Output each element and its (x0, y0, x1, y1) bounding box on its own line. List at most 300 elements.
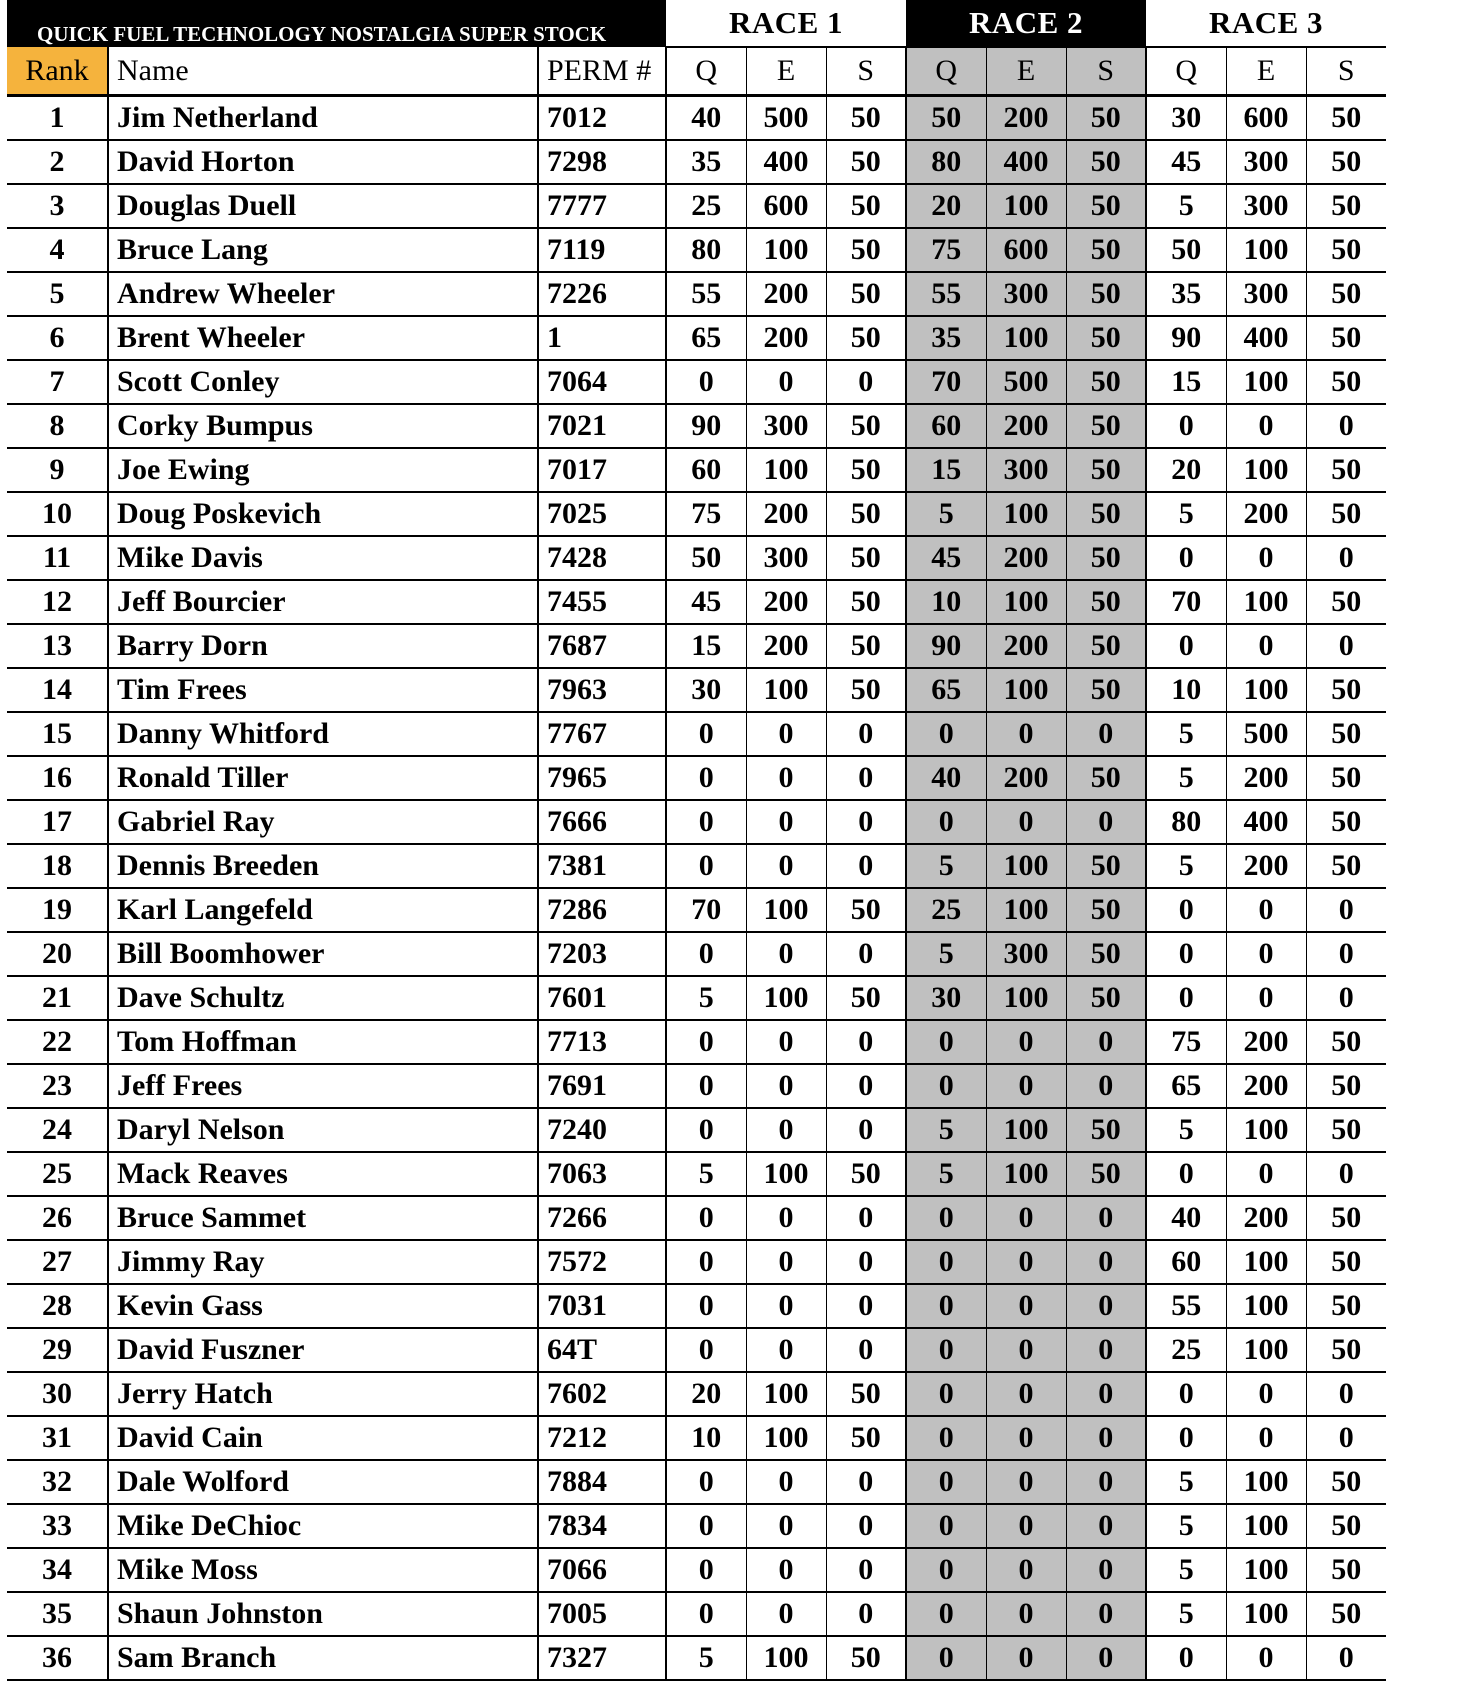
race-2-q-cell[interactable]: 75 (906, 228, 986, 272)
race-2-e-cell[interactable]: 200 (986, 536, 1066, 580)
race-3-e-cell[interactable]: 100 (1226, 1548, 1306, 1592)
rank-cell[interactable]: 24 (7, 1108, 108, 1152)
race-3-s-cell[interactable]: 50 (1306, 228, 1386, 272)
race-1-q-cell[interactable]: 80 (666, 228, 746, 272)
race-2-s-cell[interactable]: 50 (1066, 316, 1146, 360)
race-1-s-cell[interactable]: 50 (826, 580, 906, 624)
rank-cell[interactable]: 9 (7, 448, 108, 492)
race-3-s-cell[interactable]: 50 (1306, 756, 1386, 800)
perm-cell[interactable]: 7066 (538, 1548, 666, 1592)
race-2-q-cell[interactable]: 0 (906, 1548, 986, 1592)
race-3-s-cell[interactable]: 0 (1306, 1152, 1386, 1196)
race-1-e-cell[interactable]: 200 (746, 316, 826, 360)
race-1-s-cell[interactable]: 50 (826, 888, 906, 932)
race-2-s-cell[interactable]: 0 (1066, 1328, 1146, 1372)
perm-cell[interactable]: 1 (538, 316, 666, 360)
perm-cell[interactable]: 7119 (538, 228, 666, 272)
race-1-s-cell[interactable]: 0 (826, 1064, 906, 1108)
name-cell[interactable]: Bill Boomhower (108, 932, 538, 976)
race-3-e-cell[interactable]: 100 (1226, 1504, 1306, 1548)
name-cell[interactable]: Joe Ewing (108, 448, 538, 492)
race-3-s-cell[interactable]: 50 (1306, 1592, 1386, 1636)
race-2-e-cell[interactable]: 0 (986, 1504, 1066, 1548)
perm-cell[interactable]: 7017 (538, 448, 666, 492)
race-2-s-cell[interactable]: 0 (1066, 1460, 1146, 1504)
race-2-q-header[interactable]: Q (906, 47, 986, 96)
race-1-e-cell[interactable]: 500 (746, 96, 826, 141)
name-cell[interactable]: Ronald Tiller (108, 756, 538, 800)
race-1-q-cell[interactable]: 75 (666, 492, 746, 536)
race-2-s-cell[interactable]: 50 (1066, 1152, 1146, 1196)
race-2-q-cell[interactable]: 0 (906, 1372, 986, 1416)
name-cell[interactable]: Bruce Lang (108, 228, 538, 272)
race-3-s-cell[interactable]: 50 (1306, 800, 1386, 844)
race-3-e-cell[interactable]: 200 (1226, 1064, 1306, 1108)
race-1-q-cell[interactable]: 0 (666, 1064, 746, 1108)
race-2-e-cell[interactable]: 0 (986, 1460, 1066, 1504)
race-3-q-cell[interactable]: 65 (1146, 1064, 1226, 1108)
race-1-s-cell[interactable]: 50 (826, 272, 906, 316)
race-1-header[interactable]: RACE 1 (666, 0, 906, 47)
race-3-s-cell[interactable]: 50 (1306, 360, 1386, 404)
race-2-s-cell[interactable]: 0 (1066, 1416, 1146, 1460)
race-2-e-cell[interactable]: 200 (986, 404, 1066, 448)
race-3-s-cell[interactable]: 50 (1306, 1108, 1386, 1152)
race-2-q-cell[interactable]: 0 (906, 1636, 986, 1680)
race-2-q-cell[interactable]: 5 (906, 1152, 986, 1196)
race-3-s-cell[interactable]: 50 (1306, 1240, 1386, 1284)
rank-cell[interactable]: 30 (7, 1372, 108, 1416)
race-1-s-cell[interactable]: 0 (826, 1328, 906, 1372)
name-cell[interactable]: Mike DeChioc (108, 1504, 538, 1548)
race-2-e-cell[interactable]: 600 (986, 228, 1066, 272)
race-1-s-cell[interactable]: 0 (826, 1284, 906, 1328)
rank-cell[interactable]: 5 (7, 272, 108, 316)
race-1-q-cell[interactable]: 55 (666, 272, 746, 316)
perm-cell[interactable]: 7884 (538, 1460, 666, 1504)
race-1-q-cell[interactable]: 5 (666, 976, 746, 1020)
rank-cell[interactable]: 21 (7, 976, 108, 1020)
race-3-q-cell[interactable]: 0 (1146, 932, 1226, 976)
sheet-title[interactable]: QUICK FUEL TECHNOLOGY NOSTALGIA SUPER STOCK (7, 0, 666, 47)
race-3-header[interactable]: RACE 3 (1146, 0, 1386, 47)
name-cell[interactable]: Tim Frees (108, 668, 538, 712)
rank-cell[interactable]: 11 (7, 536, 108, 580)
perm-cell[interactable]: 7691 (538, 1064, 666, 1108)
race-2-e-cell[interactable]: 0 (986, 1328, 1066, 1372)
race-1-q-cell[interactable]: 65 (666, 316, 746, 360)
race-3-s-cell[interactable]: 50 (1306, 448, 1386, 492)
race-3-e-cell[interactable]: 200 (1226, 756, 1306, 800)
perm-column-header[interactable]: PERM # (538, 47, 666, 96)
race-3-q-cell[interactable]: 5 (1146, 1108, 1226, 1152)
race-2-s-cell[interactable]: 0 (1066, 1020, 1146, 1064)
rank-cell[interactable]: 34 (7, 1548, 108, 1592)
race-2-s-header[interactable]: S (1066, 47, 1146, 96)
rank-cell[interactable]: 10 (7, 492, 108, 536)
race-1-e-cell[interactable]: 100 (746, 888, 826, 932)
race-1-q-cell[interactable]: 70 (666, 888, 746, 932)
race-2-e-cell[interactable]: 100 (986, 668, 1066, 712)
perm-cell[interactable]: 7428 (538, 536, 666, 580)
race-1-e-cell[interactable]: 0 (746, 1240, 826, 1284)
race-1-q-cell[interactable]: 90 (666, 404, 746, 448)
name-cell[interactable]: Jeff Bourcier (108, 580, 538, 624)
race-1-e-cell[interactable]: 400 (746, 140, 826, 184)
race-3-q-cell[interactable]: 0 (1146, 536, 1226, 580)
race-1-q-header[interactable]: Q (666, 47, 746, 96)
race-2-e-cell[interactable]: 400 (986, 140, 1066, 184)
race-3-e-cell[interactable]: 0 (1226, 536, 1306, 580)
name-cell[interactable]: Dennis Breeden (108, 844, 538, 888)
race-2-e-cell[interactable]: 0 (986, 1636, 1066, 1680)
race-1-s-cell[interactable]: 0 (826, 1240, 906, 1284)
race-3-e-cell[interactable]: 0 (1226, 1152, 1306, 1196)
perm-cell[interactable]: 7298 (538, 140, 666, 184)
rank-cell[interactable]: 3 (7, 184, 108, 228)
rank-cell[interactable]: 32 (7, 1460, 108, 1504)
race-1-s-cell[interactable]: 0 (826, 360, 906, 404)
name-cell[interactable]: Daryl Nelson (108, 1108, 538, 1152)
race-3-q-cell[interactable]: 0 (1146, 1636, 1226, 1680)
name-cell[interactable]: Bruce Sammet (108, 1196, 538, 1240)
race-3-q-cell[interactable]: 35 (1146, 272, 1226, 316)
race-3-s-cell[interactable]: 0 (1306, 888, 1386, 932)
race-2-q-cell[interactable]: 0 (906, 800, 986, 844)
perm-cell[interactable]: 7572 (538, 1240, 666, 1284)
race-3-q-cell[interactable]: 30 (1146, 96, 1226, 141)
rank-cell[interactable]: 12 (7, 580, 108, 624)
perm-cell[interactable]: 7203 (538, 932, 666, 976)
perm-cell[interactable]: 7327 (538, 1636, 666, 1680)
name-cell[interactable]: Danny Whitford (108, 712, 538, 756)
rank-cell[interactable]: 8 (7, 404, 108, 448)
race-2-q-cell[interactable]: 65 (906, 668, 986, 712)
race-1-s-cell[interactable]: 50 (826, 140, 906, 184)
rank-cell[interactable]: 20 (7, 932, 108, 976)
rank-cell[interactable]: 18 (7, 844, 108, 888)
race-3-q-cell[interactable]: 0 (1146, 404, 1226, 448)
rank-cell[interactable]: 14 (7, 668, 108, 712)
name-cell[interactable]: Mack Reaves (108, 1152, 538, 1196)
race-3-q-cell[interactable]: 5 (1146, 1504, 1226, 1548)
rank-cell[interactable]: 35 (7, 1592, 108, 1636)
race-1-e-cell[interactable]: 100 (746, 976, 826, 1020)
race-3-q-cell[interactable]: 5 (1146, 1592, 1226, 1636)
race-3-q-cell[interactable]: 0 (1146, 976, 1226, 1020)
race-3-s-cell[interactable]: 50 (1306, 1460, 1386, 1504)
race-3-e-cell[interactable]: 200 (1226, 1196, 1306, 1240)
perm-cell[interactable]: 7025 (538, 492, 666, 536)
race-3-q-cell[interactable]: 20 (1146, 448, 1226, 492)
race-1-s-cell[interactable]: 50 (826, 1372, 906, 1416)
race-2-s-cell[interactable]: 50 (1066, 580, 1146, 624)
race-1-e-cell[interactable]: 100 (746, 1416, 826, 1460)
perm-cell[interactable]: 7965 (538, 756, 666, 800)
race-3-s-cell[interactable]: 50 (1306, 272, 1386, 316)
name-cell[interactable]: David Cain (108, 1416, 538, 1460)
race-3-e-cell[interactable]: 100 (1226, 1592, 1306, 1636)
race-3-s-cell[interactable]: 50 (1306, 1504, 1386, 1548)
race-1-q-cell[interactable]: 0 (666, 712, 746, 756)
race-2-q-cell[interactable]: 0 (906, 1460, 986, 1504)
race-2-s-cell[interactable]: 0 (1066, 1592, 1146, 1636)
race-3-s-cell[interactable]: 0 (1306, 1416, 1386, 1460)
race-2-q-cell[interactable]: 0 (906, 1504, 986, 1548)
race-2-q-cell[interactable]: 0 (906, 1416, 986, 1460)
name-cell[interactable]: Dave Schultz (108, 976, 538, 1020)
race-3-s-cell[interactable]: 50 (1306, 316, 1386, 360)
perm-cell[interactable]: 7777 (538, 184, 666, 228)
race-2-e-cell[interactable]: 100 (986, 1108, 1066, 1152)
race-1-s-cell[interactable]: 50 (826, 228, 906, 272)
rank-cell[interactable]: 36 (7, 1636, 108, 1680)
race-3-e-cell[interactable]: 100 (1226, 1240, 1306, 1284)
race-3-e-header[interactable]: E (1226, 47, 1306, 96)
race-2-s-cell[interactable]: 0 (1066, 1064, 1146, 1108)
race-1-s-cell[interactable]: 0 (826, 1020, 906, 1064)
race-3-q-cell[interactable]: 90 (1146, 316, 1226, 360)
race-2-q-cell[interactable]: 10 (906, 580, 986, 624)
race-3-s-cell[interactable]: 0 (1306, 976, 1386, 1020)
race-2-e-cell[interactable]: 100 (986, 1152, 1066, 1196)
race-2-s-cell[interactable]: 0 (1066, 1372, 1146, 1416)
race-1-e-cell[interactable]: 0 (746, 1548, 826, 1592)
race-1-e-cell[interactable]: 100 (746, 1636, 826, 1680)
race-2-e-header[interactable]: E (986, 47, 1066, 96)
rank-cell[interactable]: 31 (7, 1416, 108, 1460)
name-cell[interactable]: Jeff Frees (108, 1064, 538, 1108)
race-2-q-cell[interactable]: 40 (906, 756, 986, 800)
race-1-q-cell[interactable]: 0 (666, 1240, 746, 1284)
race-1-s-header[interactable]: S (826, 47, 906, 96)
race-3-s-cell[interactable]: 50 (1306, 1196, 1386, 1240)
race-3-q-cell[interactable]: 45 (1146, 140, 1226, 184)
perm-cell[interactable]: 7064 (538, 360, 666, 404)
race-1-q-cell[interactable]: 0 (666, 932, 746, 976)
race-1-s-cell[interactable]: 0 (826, 932, 906, 976)
perm-cell[interactable]: 64T (538, 1328, 666, 1372)
name-cell[interactable]: Sam Branch (108, 1636, 538, 1680)
race-1-e-cell[interactable]: 0 (746, 756, 826, 800)
race-1-e-cell[interactable]: 200 (746, 492, 826, 536)
name-cell[interactable]: Douglas Duell (108, 184, 538, 228)
race-3-e-cell[interactable]: 0 (1226, 1416, 1306, 1460)
rank-cell[interactable]: 25 (7, 1152, 108, 1196)
race-2-q-cell[interactable]: 0 (906, 712, 986, 756)
race-2-q-cell[interactable]: 15 (906, 448, 986, 492)
name-cell[interactable]: Tom Hoffman (108, 1020, 538, 1064)
race-1-s-cell[interactable]: 0 (826, 1460, 906, 1504)
race-3-e-cell[interactable]: 100 (1226, 228, 1306, 272)
race-3-s-cell[interactable]: 50 (1306, 184, 1386, 228)
race-1-q-cell[interactable]: 0 (666, 360, 746, 404)
perm-cell[interactable]: 7266 (538, 1196, 666, 1240)
race-2-s-cell[interactable]: 50 (1066, 1108, 1146, 1152)
rank-cell[interactable]: 23 (7, 1064, 108, 1108)
race-2-q-cell[interactable]: 25 (906, 888, 986, 932)
race-2-s-cell[interactable]: 50 (1066, 492, 1146, 536)
race-1-e-cell[interactable]: 100 (746, 448, 826, 492)
race-1-s-cell[interactable]: 50 (826, 536, 906, 580)
race-1-e-cell[interactable]: 0 (746, 844, 826, 888)
race-1-e-cell[interactable]: 100 (746, 1152, 826, 1196)
perm-cell[interactable]: 7005 (538, 1592, 666, 1636)
race-3-q-cell[interactable]: 5 (1146, 492, 1226, 536)
race-3-e-cell[interactable]: 100 (1226, 1284, 1306, 1328)
name-cell[interactable]: Corky Bumpus (108, 404, 538, 448)
race-1-s-cell[interactable]: 0 (826, 1548, 906, 1592)
race-1-q-cell[interactable]: 0 (666, 1284, 746, 1328)
race-3-q-cell[interactable]: 50 (1146, 228, 1226, 272)
race-2-s-cell[interactable]: 50 (1066, 668, 1146, 712)
name-cell[interactable]: David Fuszner (108, 1328, 538, 1372)
perm-cell[interactable]: 7666 (538, 800, 666, 844)
rank-cell[interactable]: 4 (7, 228, 108, 272)
race-3-q-cell[interactable]: 70 (1146, 580, 1226, 624)
race-2-q-cell[interactable]: 5 (906, 1108, 986, 1152)
race-3-e-cell[interactable]: 400 (1226, 800, 1306, 844)
race-3-e-cell[interactable]: 400 (1226, 316, 1306, 360)
race-1-e-cell[interactable]: 0 (746, 1328, 826, 1372)
race-3-e-cell[interactable]: 500 (1226, 712, 1306, 756)
race-1-s-cell[interactable]: 0 (826, 712, 906, 756)
race-2-s-cell[interactable]: 0 (1066, 1636, 1146, 1680)
race-3-q-cell[interactable]: 60 (1146, 1240, 1226, 1284)
race-1-q-cell[interactable]: 0 (666, 1020, 746, 1064)
perm-cell[interactable]: 7767 (538, 712, 666, 756)
race-2-q-cell[interactable]: 70 (906, 360, 986, 404)
name-cell[interactable]: Doug Poskevich (108, 492, 538, 536)
race-1-e-cell[interactable]: 0 (746, 1196, 826, 1240)
race-3-e-cell[interactable]: 0 (1226, 404, 1306, 448)
name-cell[interactable]: Karl Langefeld (108, 888, 538, 932)
race-2-s-cell[interactable]: 50 (1066, 888, 1146, 932)
race-3-s-cell[interactable]: 50 (1306, 712, 1386, 756)
race-3-q-cell[interactable]: 0 (1146, 1372, 1226, 1416)
race-1-q-cell[interactable]: 60 (666, 448, 746, 492)
race-3-e-cell[interactable]: 0 (1226, 624, 1306, 668)
race-2-e-cell[interactable]: 200 (986, 96, 1066, 141)
race-3-e-cell[interactable]: 200 (1226, 844, 1306, 888)
name-cell[interactable]: Jerry Hatch (108, 1372, 538, 1416)
race-1-q-cell[interactable]: 5 (666, 1152, 746, 1196)
rank-cell[interactable]: 19 (7, 888, 108, 932)
race-3-q-cell[interactable]: 5 (1146, 756, 1226, 800)
race-1-s-cell[interactable]: 50 (826, 1416, 906, 1460)
race-2-q-cell[interactable]: 90 (906, 624, 986, 668)
race-3-e-cell[interactable]: 300 (1226, 272, 1306, 316)
perm-cell[interactable]: 7601 (538, 976, 666, 1020)
race-3-s-cell[interactable]: 0 (1306, 1636, 1386, 1680)
race-1-s-cell[interactable]: 50 (826, 492, 906, 536)
race-1-q-cell[interactable]: 0 (666, 1548, 746, 1592)
rank-cell[interactable]: 29 (7, 1328, 108, 1372)
rank-cell[interactable]: 16 (7, 756, 108, 800)
race-3-q-cell[interactable]: 5 (1146, 1548, 1226, 1592)
race-2-e-cell[interactable]: 0 (986, 1284, 1066, 1328)
perm-cell[interactable]: 7226 (538, 272, 666, 316)
race-1-e-cell[interactable]: 600 (746, 184, 826, 228)
race-1-q-cell[interactable]: 0 (666, 1460, 746, 1504)
race-3-q-cell[interactable]: 25 (1146, 1328, 1226, 1372)
race-1-q-cell[interactable]: 0 (666, 1504, 746, 1548)
rank-cell[interactable]: 13 (7, 624, 108, 668)
race-1-q-cell[interactable]: 0 (666, 1328, 746, 1372)
race-3-s-cell[interactable]: 50 (1306, 492, 1386, 536)
race-3-s-cell[interactable]: 50 (1306, 668, 1386, 712)
rank-cell[interactable]: 27 (7, 1240, 108, 1284)
perm-cell[interactable]: 7021 (538, 404, 666, 448)
race-2-e-cell[interactable]: 200 (986, 756, 1066, 800)
race-1-s-cell[interactable]: 0 (826, 800, 906, 844)
race-3-s-cell[interactable]: 50 (1306, 1284, 1386, 1328)
perm-cell[interactable]: 7212 (538, 1416, 666, 1460)
perm-cell[interactable]: 7455 (538, 580, 666, 624)
race-2-s-cell[interactable]: 50 (1066, 404, 1146, 448)
race-3-s-header[interactable]: S (1306, 47, 1386, 96)
perm-cell[interactable]: 7602 (538, 1372, 666, 1416)
race-1-q-cell[interactable]: 15 (666, 624, 746, 668)
race-3-q-cell[interactable]: 0 (1146, 1152, 1226, 1196)
perm-cell[interactable]: 7031 (538, 1284, 666, 1328)
race-1-e-cell[interactable]: 100 (746, 1372, 826, 1416)
race-2-e-cell[interactable]: 100 (986, 316, 1066, 360)
rank-cell[interactable]: 22 (7, 1020, 108, 1064)
race-1-s-cell[interactable]: 50 (826, 1152, 906, 1196)
race-3-q-cell[interactable]: 15 (1146, 360, 1226, 404)
race-1-e-cell[interactable]: 300 (746, 404, 826, 448)
race-3-e-cell[interactable]: 100 (1226, 1460, 1306, 1504)
race-2-s-cell[interactable]: 50 (1066, 624, 1146, 668)
race-3-q-cell[interactable]: 75 (1146, 1020, 1226, 1064)
rank-cell[interactable]: 2 (7, 140, 108, 184)
race-3-q-cell[interactable]: 5 (1146, 712, 1226, 756)
race-1-q-cell[interactable]: 0 (666, 844, 746, 888)
perm-cell[interactable]: 7012 (538, 96, 666, 141)
race-1-q-cell[interactable]: 50 (666, 536, 746, 580)
race-3-s-cell[interactable]: 50 (1306, 96, 1386, 141)
race-3-q-cell[interactable]: 5 (1146, 844, 1226, 888)
perm-cell[interactable]: 7240 (538, 1108, 666, 1152)
race-2-q-cell[interactable]: 5 (906, 492, 986, 536)
race-2-s-cell[interactable]: 50 (1066, 844, 1146, 888)
race-3-s-cell[interactable]: 0 (1306, 404, 1386, 448)
race-1-s-cell[interactable]: 50 (826, 1636, 906, 1680)
race-1-s-cell[interactable]: 0 (826, 1196, 906, 1240)
race-3-e-cell[interactable]: 0 (1226, 932, 1306, 976)
race-2-e-cell[interactable]: 100 (986, 888, 1066, 932)
race-1-s-cell[interactable]: 50 (826, 404, 906, 448)
race-2-q-cell[interactable]: 45 (906, 536, 986, 580)
perm-cell[interactable]: 7963 (538, 668, 666, 712)
race-2-e-cell[interactable]: 0 (986, 1372, 1066, 1416)
race-3-e-cell[interactable]: 100 (1226, 360, 1306, 404)
race-2-e-cell[interactable]: 0 (986, 1064, 1066, 1108)
race-2-e-cell[interactable]: 500 (986, 360, 1066, 404)
race-2-q-cell[interactable]: 0 (906, 1020, 986, 1064)
race-2-e-cell[interactable]: 300 (986, 272, 1066, 316)
race-2-e-cell[interactable]: 100 (986, 976, 1066, 1020)
race-2-e-cell[interactable]: 0 (986, 1592, 1066, 1636)
race-1-s-cell[interactable]: 0 (826, 1108, 906, 1152)
race-1-e-cell[interactable]: 0 (746, 1108, 826, 1152)
rank-cell[interactable]: 26 (7, 1196, 108, 1240)
perm-cell[interactable]: 7381 (538, 844, 666, 888)
race-1-s-cell[interactable]: 50 (826, 624, 906, 668)
race-2-s-cell[interactable]: 50 (1066, 272, 1146, 316)
race-3-q-cell[interactable]: 0 (1146, 624, 1226, 668)
